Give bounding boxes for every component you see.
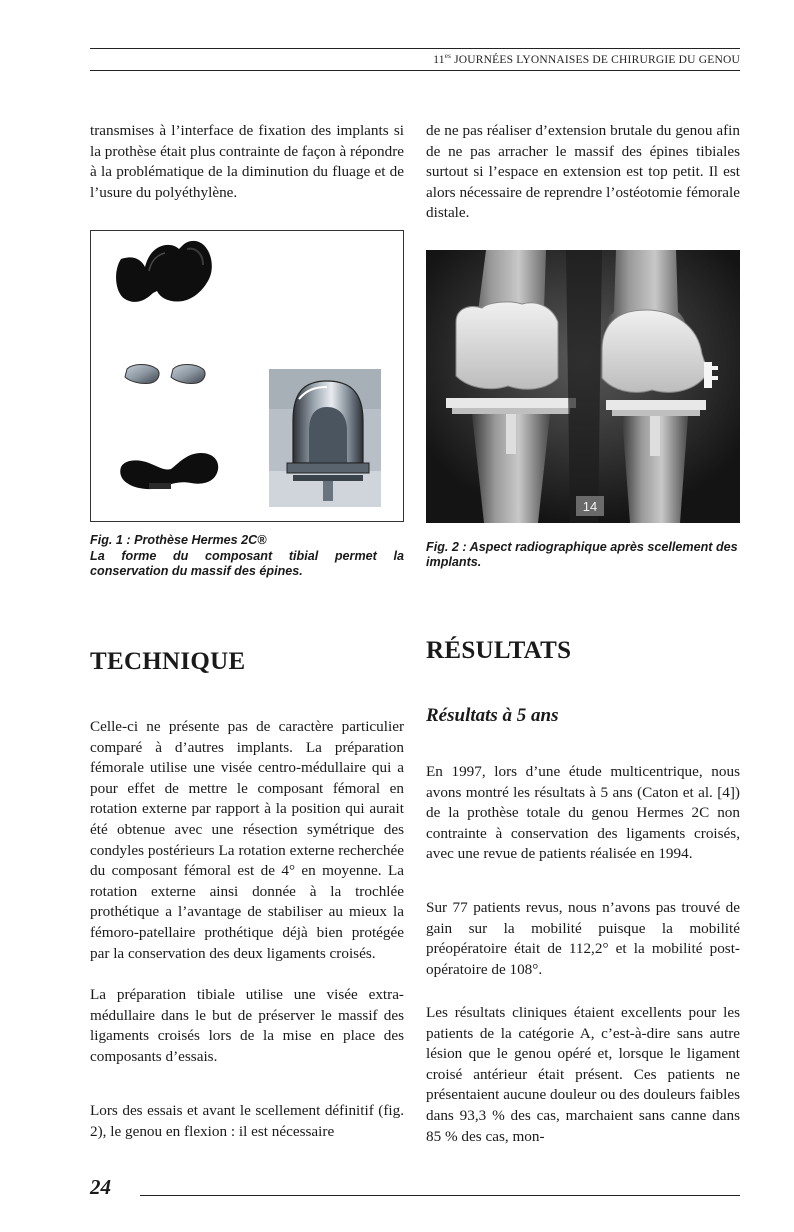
subsection-title-resultats-5-ans: Résultats à 5 ans (426, 705, 559, 726)
left-intro-paragraph: transmises à l’interface de fixation des implants si la prothèse était plus contrainte de façon à répondre à la problématique de la diminution du fluage et de l’usure du polyéthylène. (90, 122, 404, 201)
technique-paragraph-2: La préparation tibiale utilise une visée extra-médullaire dans le but de préserver le massif des ligaments croisés lors de la mise en place des composants d’essais. (90, 986, 404, 1065)
header-rule-top (90, 48, 740, 49)
right-intro-paragraph: de ne pas réaliser d’extension brutale du genou afin de ne pas arracher le massif des épines tibiales surtout si l’espace en extension est top petit. Il est alors nécessaire de reprendre l’ostéotomie fémorale distale. (426, 122, 740, 222)
section-title-technique: TECHNIQUE (90, 648, 246, 675)
journal-title: JOURNÉES LYONNAISES DE CHIRURGIE DU GENOU (451, 53, 740, 66)
footer-rule (140, 1195, 740, 1196)
tibial-plate-shape (120, 453, 218, 489)
resultats-paragraph-3: Les résultats cliniques étaient excellents pour les patients de la catégorie A, c’est-à-dire sans autre lésion que le genou opéré et, lorsque le ligament croisé antérieur était présent. Ces patients ne présentaient aucune douleur ou des douleurs faibles dans 93,3 % des cas, marchaient sans canne dans 85 % des cas, mon- (426, 1004, 740, 1145)
header-rule-bottom (90, 70, 740, 71)
section-title-resultats: RÉSULTATS (426, 637, 572, 664)
resultats-paragraph-1: En 1997, lors d’une étude multicentrique, nous avons montré les résultats à 5 ans (Caton et al. [4]) de la prothèse totale du genou Hermes 2C non contrainte à conservation des ligaments croisés, avec une revue de patients réalisée en 1994. (426, 763, 740, 863)
running-header (90, 52, 740, 66)
resultats-paragraph-2: Sur 77 patients revus, nous n’avons pas trouvé de gain sur la mobilité puisque la mobilité préopératoire était de 112,2° et la mobilité post-opératoire de 108°. (426, 899, 740, 978)
journal-edition-number: 11 (433, 53, 445, 66)
figure-1-caption-title: Fig. 1 : Prothèse Hermes 2C® (90, 533, 267, 547)
figure-1-caption-body: La forme du composant tibial permet la conservation du massif des épines. (90, 549, 404, 578)
xray-marker-label: 14 (582, 499, 598, 514)
technique-paragraph-1: Celle-ci ne présente pas de caractère particulier comparé à d’autres implants. La préparation fémorale utilise une visée centro-médullaire qui a pour effet de mettre le composant fémoral en rotation externe par rapport à la position qui aurait été obtenue avec une résection symétrique des condyles postérieurs La rotation externe recherchée du composant fémoral est de 4° en moyenne. La rotation externe ainsi donnée à la trochlée prothétique a l’avantage de stabiliser au mieux la fémoro-patellaire prothétique déjà bien protégée par la conservation des deux ligaments croisés. (90, 718, 404, 962)
page-number: 24 (90, 1175, 111, 1199)
tibial-insert-shapes (125, 365, 205, 384)
femoral-component-shape (116, 241, 212, 302)
technique-paragraph-3: Lors des essais et avant le scellement définitif (fig. 2), le genou en flexion : il est nécessaire (90, 1102, 404, 1140)
journal-edition-suffix: es (444, 52, 451, 60)
figure-2-xray (426, 250, 740, 523)
figure-2-caption: Fig. 2 : Aspect radiographique après scellement des implants. (426, 540, 738, 569)
knee-xray-illustration (426, 250, 740, 523)
assembled-prosthesis-photo (269, 369, 381, 507)
figure-1-photo (90, 230, 404, 522)
prosthesis-components-illustration (91, 231, 403, 521)
